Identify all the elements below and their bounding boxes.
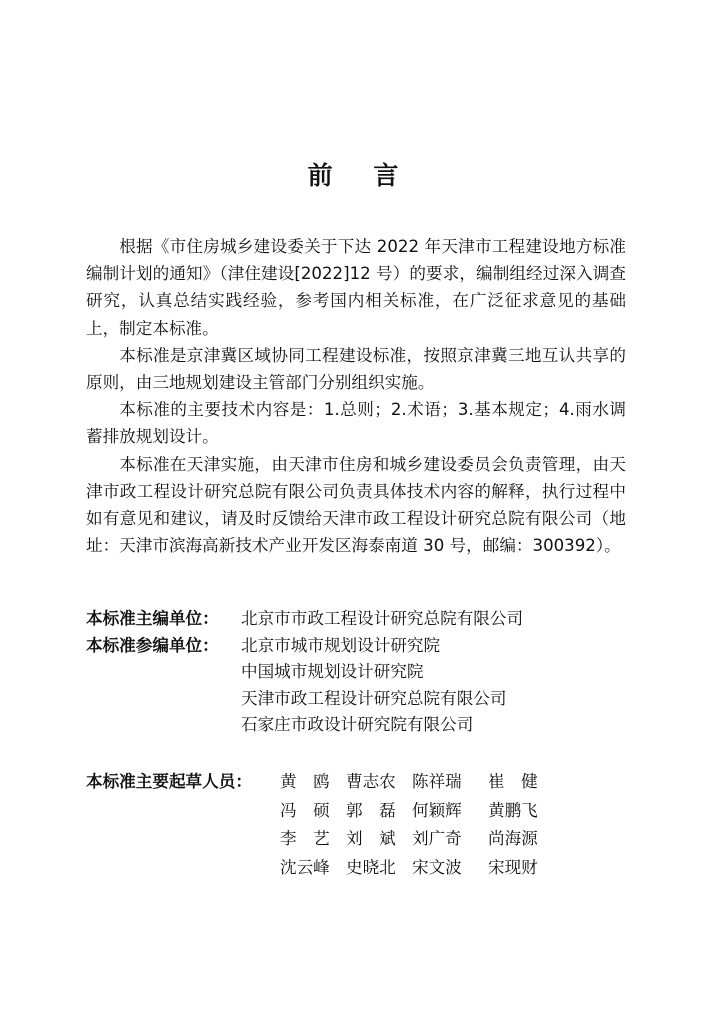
drafter-name: 李 艺 xyxy=(280,829,330,848)
participating-editor-label: 本标准参编单位： xyxy=(86,635,219,655)
drafter-name: 陈祥瑞 xyxy=(412,772,462,791)
drafter-name: 宋现财 xyxy=(488,857,538,877)
chief-editor-list xyxy=(241,606,523,633)
drafters-names xyxy=(280,768,554,882)
drafters-label: 本标准主要起草人员： xyxy=(86,772,252,791)
participating-unit: 北京市城市规划设计研究院 xyxy=(241,635,441,655)
drafter-name: 宋文波 xyxy=(412,857,462,877)
participating-editor-row xyxy=(86,633,646,739)
participating-unit: 天津市政工程设计研究总院有限公司 xyxy=(241,688,507,708)
drafter-name: 何颖辉 xyxy=(412,800,462,820)
drafter-name: 曹志农 xyxy=(346,772,396,791)
drafter-name: 郭 磊 xyxy=(346,800,396,820)
chief-editor-row xyxy=(86,606,646,633)
page-title: 前 言 xyxy=(307,161,415,190)
participating-unit: 石家庄市政设计研究院有限公司 xyxy=(241,715,474,734)
drafter-name: 冯 硕 xyxy=(280,800,330,820)
drafter-name: 黄 鸥 xyxy=(280,772,330,791)
drafter-name: 刘广奇 xyxy=(412,829,462,848)
drafters-section xyxy=(86,768,646,882)
paragraph-1: 根据《市住房城乡建设委关于下达 2022 年天津市工程建设地方标准编制计划的通知》（津住建设[2022]12 号）的要求，编制组经过深入调查研究，认真总结实践经验，参考国内相关标准，在广泛征求意见的基础上，制定本标准。 xyxy=(86,237,626,338)
participating-unit: 中国城市规划设计研究院 xyxy=(241,662,424,681)
preface-body xyxy=(86,233,626,559)
drafter-name: 沈云峰 xyxy=(280,857,330,877)
participating-editor-list xyxy=(241,633,507,739)
paragraph-4: 本标准在天津实施，由天津市住房和城乡建设委员会负责管理，由天津市政工程设计研究总院有限公司负责具体技术内容的解释，执行过程中如有意见和建议，请及时反馈给天津市政工程设计研究总院有限公司（地址：天津市滨海高新技术产业开发区海泰南道 30 号，邮编：300392）。 xyxy=(86,454,626,556)
drafter-name: 刘 斌 xyxy=(346,829,396,848)
paragraph-2: 本标准是京津冀区域协同工程建设标准，按照京津冀三地互认共享的原则，由三地规划建设主管部门分别组织实施。 xyxy=(86,345,626,393)
paragraph-3: 本标准的主要技术内容是：1.总则；2.术语；3.基本规定；4.雨水调蓄排放规划设计。 xyxy=(86,400,626,447)
drafter-name: 黄鹏飞 xyxy=(488,800,538,820)
drafter-name: 史晓北 xyxy=(346,857,396,877)
chief-editor-unit: 北京市市政工程设计研究总院有限公司 xyxy=(241,609,524,628)
drafter-name: 尚海源 xyxy=(488,829,538,848)
drafter-name: 崔 健 xyxy=(488,772,538,791)
editing-units xyxy=(86,606,646,739)
chief-editor-label: 本标准主编单位： xyxy=(86,609,219,628)
